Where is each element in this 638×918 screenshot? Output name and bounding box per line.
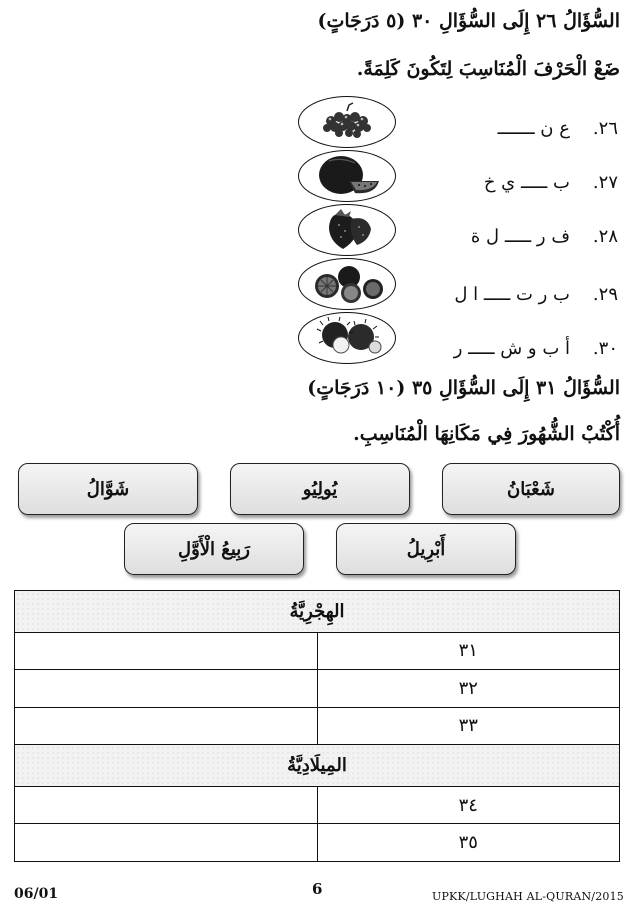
- month-card-shaaban: [442, 463, 620, 515]
- answer-cell-33[interactable]: [15, 707, 318, 745]
- hijri-header: الهِجْرِيَّةُ: [15, 591, 620, 633]
- table-row: [15, 786, 620, 824]
- hijri-header-row: [15, 591, 620, 633]
- orange-icon: [298, 258, 396, 310]
- question-26: [418, 116, 618, 146]
- strawberry-icon: [298, 204, 396, 256]
- section2-heading: السُّؤَالُ ٣١ إِلَى السُّؤَالِ ٣٥ (١٠ دَرَجَاتٍ): [307, 377, 620, 399]
- miladi-header: المِيلَادِيَّةُ: [15, 745, 620, 787]
- rambutan-icon: [298, 312, 396, 364]
- question-letters: أ ب و ش ـــــ ر: [453, 338, 570, 359]
- row-number: ٣٥: [317, 824, 620, 862]
- answer-cell-32[interactable]: [15, 670, 318, 708]
- footer-exam-id: UPKK/LUGHAH AL-QURAN/2015: [431, 890, 624, 903]
- calendar-answer-table: [14, 590, 620, 862]
- page-number: 6: [312, 880, 323, 898]
- month-card-july: [230, 463, 410, 515]
- answer-cell-31[interactable]: [15, 632, 318, 670]
- month-label: شَعْبَانُ: [507, 478, 555, 500]
- question-number: ٢٩.: [592, 284, 618, 305]
- question-number: ٢٦.: [592, 118, 618, 139]
- month-label: رَبِيعُ الْأَوَّلِ: [177, 538, 251, 560]
- row-number: ٣١: [317, 632, 620, 670]
- question-number: ٢٨.: [592, 226, 618, 247]
- watermelon-icon: [298, 150, 396, 202]
- question-letters: ف ر ـــــ ل ة: [470, 226, 570, 247]
- table-row: [15, 707, 620, 745]
- month-card-april: [336, 523, 516, 575]
- table-row: [15, 824, 620, 862]
- question-number: ٢٧.: [592, 172, 618, 193]
- footer-code: 06/01: [14, 886, 59, 902]
- row-number: ٣٢: [317, 670, 620, 708]
- grapes-icon: [298, 96, 396, 148]
- table-row: [15, 632, 620, 670]
- month-card-shawwal: [18, 463, 198, 515]
- answer-cell-34[interactable]: [15, 786, 318, 824]
- question-30: [418, 336, 618, 366]
- section2-instruction: أُكْتُبْ الشُّهُورَ فِي مَكَانِهَا الْمُنَاسِبِ.: [353, 423, 620, 445]
- month-label: أَبْرِيلُ: [406, 538, 446, 560]
- month-card-rabiul-awwal: [124, 523, 304, 575]
- section1-heading: السُّؤَالُ ٢٦ إِلَى السُّؤَالِ ٣٠ (٥ دَرَجَاتٍ): [317, 10, 620, 32]
- question-letters: ب ـــــ ي خ: [483, 172, 570, 193]
- row-number: ٣٤: [317, 786, 620, 824]
- question-number: ٣٠.: [592, 338, 618, 359]
- miladi-header-row: [15, 745, 620, 787]
- row-number: ٣٣: [317, 707, 620, 745]
- question-28: [418, 224, 618, 254]
- question-27: [418, 170, 618, 200]
- question-letters: ع ن ـــــــ: [497, 118, 570, 139]
- question-29: [418, 282, 618, 312]
- table-row: [15, 670, 620, 708]
- section1-instruction: ضَعْ الْحَرْفَ الْمُنَاسِبَ لِتَكُونَ كَلِمَةً.: [356, 58, 620, 80]
- month-label: يُولِيُو: [302, 478, 338, 500]
- month-label: شَوَّالُ: [86, 478, 130, 500]
- question-letters: ب ر ت ـــــ ا ل: [454, 284, 570, 305]
- answer-cell-35[interactable]: [15, 824, 318, 862]
